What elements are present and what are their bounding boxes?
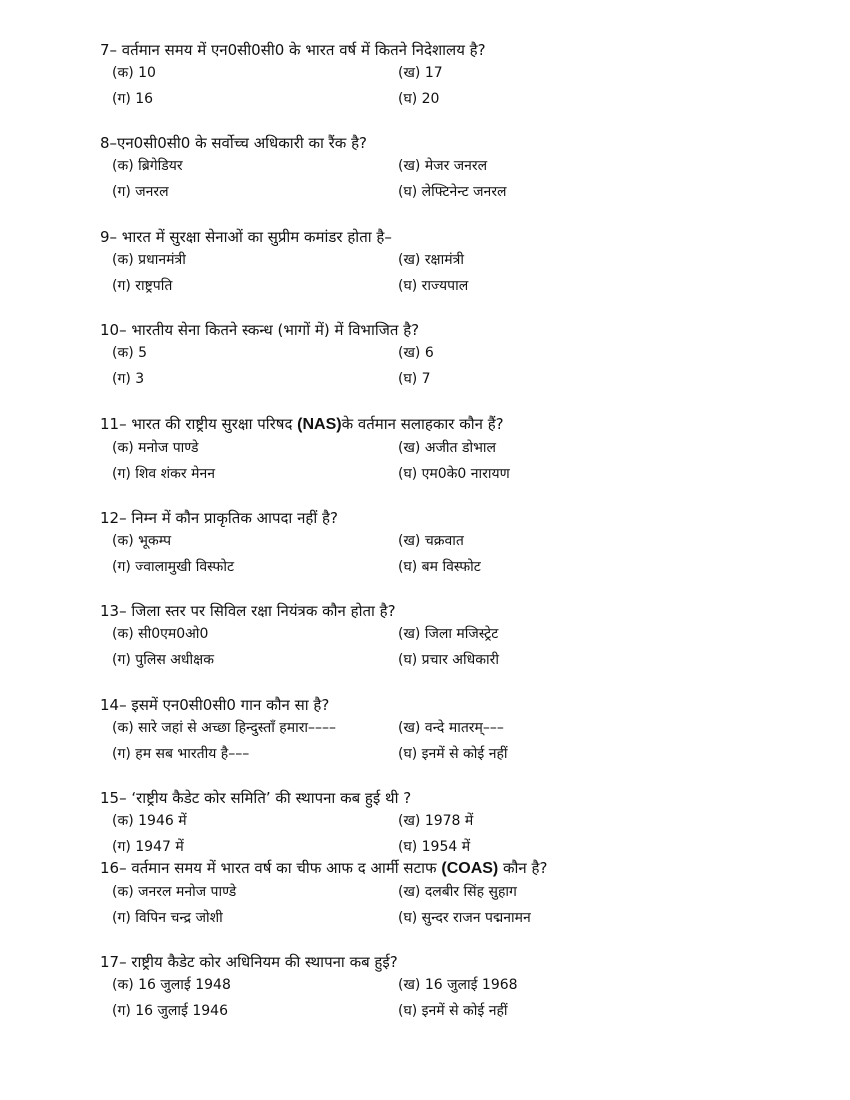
question-text-end: के वर्तमान सलाहकार कौन हैं? xyxy=(341,415,504,433)
option-ka: (क) 10 xyxy=(112,65,156,81)
option-ga: (ग) शिव शंकर मेनन xyxy=(112,466,215,482)
option-ga: (ग) जनरल xyxy=(112,184,169,200)
question-block xyxy=(100,952,820,1024)
question-block xyxy=(100,695,820,767)
option-ka: (क) सी0एम0ओ0 xyxy=(112,626,209,642)
question-block xyxy=(100,133,820,205)
question-text-start: 16– वर्तमान समय में भारत वर्ष का चीफ आफ द आर्मी सटाफ xyxy=(100,859,442,877)
option-gha: (घ) राज्यपाल xyxy=(398,278,469,294)
question-block xyxy=(100,320,820,392)
question-block xyxy=(100,508,820,580)
question-block xyxy=(100,601,820,673)
option-ga: (ग) 16 जुलाई 1946 xyxy=(112,1003,228,1019)
option-kha: (ख) 6 xyxy=(398,345,434,361)
option-ga: (ग) पुलिस अधीक्षक xyxy=(112,652,214,668)
question-text-start: 11– भारत की राष्ट्रीय सुरक्षा परिषद xyxy=(100,415,298,433)
option-ga: (ग) 1947 में xyxy=(112,839,184,855)
option-ka: (क) प्रधानमंत्री xyxy=(112,252,186,268)
option-row xyxy=(100,369,820,392)
option-kha: (ख) 16 जुलाई 1968 xyxy=(398,977,518,993)
question-block xyxy=(100,858,820,931)
question-text: 17– राष्ट्रीय कैडेट कोर अधिनियम की स्थापना कब हुई? xyxy=(100,953,398,971)
option-ka: (क) भूकम्प xyxy=(112,533,172,549)
question-block xyxy=(100,227,820,299)
question-text: 12– निम्न में कौन प्राकृतिक आपदा नहीं है? xyxy=(100,509,338,527)
option-row xyxy=(100,343,820,366)
option-row xyxy=(100,531,820,554)
option-ga: (ग) राष्ट्रपति xyxy=(112,278,173,294)
option-ga: (ग) हम सब भारतीय है––– xyxy=(112,746,250,762)
option-gha: (घ) 7 xyxy=(398,371,431,387)
option-row xyxy=(100,975,820,998)
question-text: 10– भारतीय सेना कितने स्कन्ध (भागों में) में विभाजित है? xyxy=(100,321,420,339)
option-kha: (ख) 17 xyxy=(398,65,443,81)
question-text: 7– वर्तमान समय में एन0सी0सी0 के भारत वर्ष में कितने निदेशालय है? xyxy=(100,41,486,59)
option-ka: (क) मनोज पाण्डे xyxy=(112,440,199,456)
option-row xyxy=(100,650,820,673)
question-text: 8–एन0सी0सी0 के सर्वोच्च अधिकारी का रैंक है? xyxy=(100,134,367,152)
option-ka: (क) 5 xyxy=(112,345,148,361)
option-row xyxy=(100,276,820,299)
option-gha: (घ) बम विस्फोट xyxy=(398,559,481,575)
question-text: 9– भारत में सुरक्षा सेनाओं का सुप्रीम कमांडर होता है– xyxy=(100,228,392,246)
option-ka: (क) सारे जहां से अच्छा हिन्दुस्ताँ हमारा–––– xyxy=(112,720,337,736)
option-kha: (ख) 1978 में xyxy=(398,813,474,829)
question-text: 15– ‘राष्ट्रीय कैडेट कोर समिति’ की स्थापना कब हुई थी ? xyxy=(100,789,412,807)
option-kha: (ख) रक्षामंत्री xyxy=(398,252,464,268)
question-abbreviation: (NAS) xyxy=(297,416,342,433)
option-row xyxy=(100,557,820,580)
option-row xyxy=(100,624,820,647)
option-row xyxy=(100,63,820,86)
question-text xyxy=(100,414,820,435)
option-ga: (ग) ज्वालामुखी विस्फोट xyxy=(112,559,235,575)
option-row xyxy=(100,250,820,273)
question-text: 13– जिला स्तर पर सिविल रक्षा नियंत्रक कौन होता है? xyxy=(100,602,396,620)
option-ka: (क) 1946 में xyxy=(112,813,187,829)
option-gha: (घ) सुन्दर राजन पद्मनामन xyxy=(398,910,531,926)
option-ka: (क) जनरल मनोज पाण्डे xyxy=(112,884,237,900)
option-row xyxy=(100,744,820,767)
option-gha: (घ) इनमें से कोई नहीं xyxy=(398,746,508,762)
question-block xyxy=(100,414,820,487)
option-gha: (घ) 1954 में xyxy=(398,839,471,855)
option-row xyxy=(100,1001,820,1024)
option-ga: (ग) विपिन चन्द्र जोशी xyxy=(112,910,223,926)
question-text: 14– इसमें एन0सी0सी0 गान कौन सा है? xyxy=(100,696,330,714)
option-row xyxy=(100,89,820,112)
option-kha: (ख) वन्दे मातरम्––– xyxy=(398,720,504,736)
option-kha: (ख) मेजर जनरल xyxy=(398,158,488,174)
question-abbreviation: (COAS) xyxy=(441,860,499,877)
option-ga: (ग) 3 xyxy=(112,371,145,387)
option-row xyxy=(100,837,820,860)
option-gha: (घ) लेफ्टिनेन्ट जनरल xyxy=(398,184,507,200)
option-kha: (ख) चक्रवात xyxy=(398,533,464,549)
option-row xyxy=(100,182,820,205)
option-gha: (घ) एम0के0 नारायण xyxy=(398,466,510,482)
option-kha: (ख) दलबीर सिंह सुहाग xyxy=(398,884,517,900)
option-kha: (ख) अजीत डोभाल xyxy=(398,440,497,456)
option-row xyxy=(100,156,820,179)
option-row xyxy=(100,464,820,487)
option-row xyxy=(100,438,820,461)
question-text-end: कौन है? xyxy=(498,859,548,877)
option-ka: (क) ब्रिगेडियर xyxy=(112,158,183,174)
option-row xyxy=(100,882,820,905)
option-ka: (क) 16 जुलाई 1948 xyxy=(112,977,231,993)
question-block xyxy=(100,788,820,860)
question-text xyxy=(100,858,820,879)
option-row xyxy=(100,908,820,931)
option-row xyxy=(100,811,820,834)
option-ga: (ग) 16 xyxy=(112,91,154,107)
option-gha: (घ) 20 xyxy=(398,91,440,107)
option-gha: (घ) इनमें से कोई नहीं xyxy=(398,1003,508,1019)
option-row xyxy=(100,718,820,741)
option-kha: (ख) जिला मजिस्ट्रेट xyxy=(398,626,499,642)
option-gha: (घ) प्रचार अधिकारी xyxy=(398,652,499,668)
question-block xyxy=(100,40,820,112)
